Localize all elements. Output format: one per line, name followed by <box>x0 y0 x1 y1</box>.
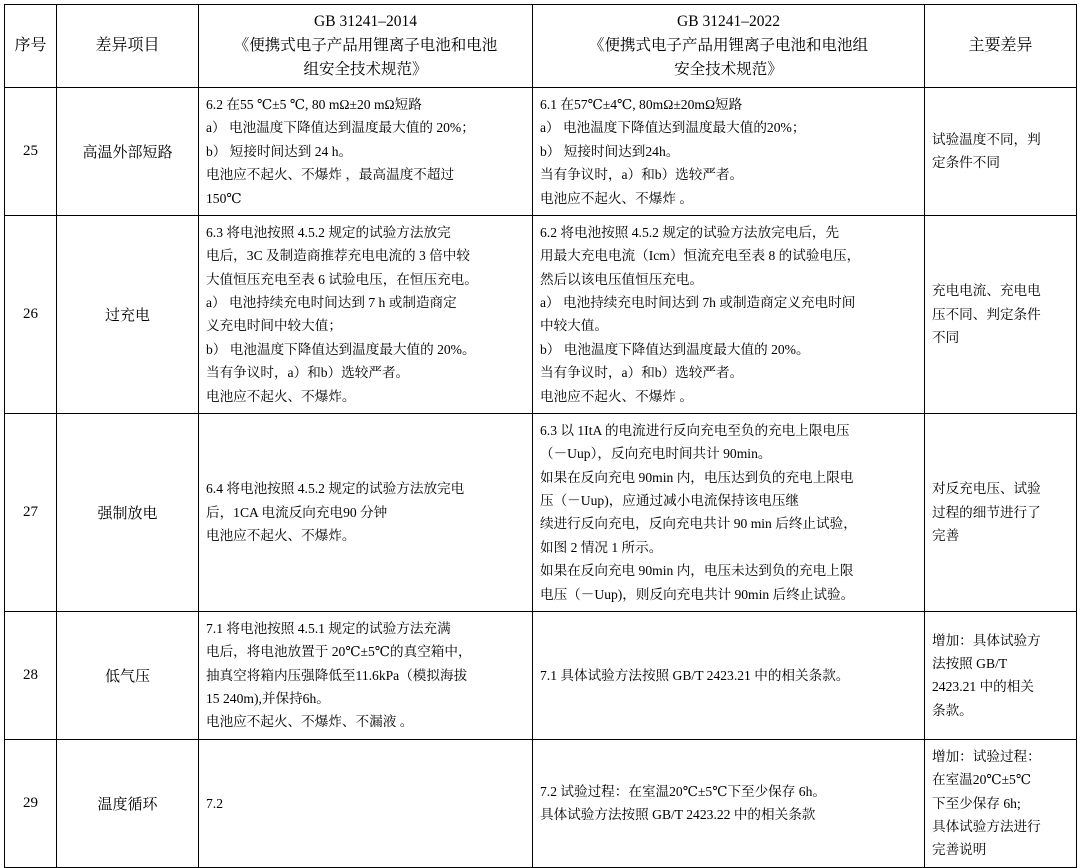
row-gb2014-content-line: 后，1CA 电流反向充电90 分钟 <box>206 504 388 520</box>
row-gb2014-content-line: 7.2 <box>206 795 223 811</box>
row-gb2022-content-line: 具体试验方法按照 GB/T 2423.22 中的相关条款 <box>540 807 816 823</box>
row-gb2022-content-line: 中较大值。 <box>540 318 608 334</box>
row-item-name: 过充电 <box>57 215 199 413</box>
table-header <box>5 5 1077 88</box>
row-gb2022-content <box>533 215 925 413</box>
row-gb2014-content-line: 6.2 在55 ℃±5 ℃, 80 mΩ±20 mΩ短路 <box>206 97 422 113</box>
table-header-row <box>5 5 1077 88</box>
row-gb2022-content-line: b） 短接时间达到24h。 <box>540 143 680 159</box>
row-gb2022-content-line: 如果在反向充电 90min 内，电压未达到负的充电上限 <box>540 563 854 579</box>
header-cell-no: 序号 <box>5 5 57 88</box>
row-gb2022-content-line: 7.2 试验过程：在室温20℃±5℃下至少保存 6h。 <box>540 783 826 799</box>
row-gb2022-content-line: 电池应不起火、不爆炸 。 <box>540 388 693 404</box>
row-difference-content-line: 不同 <box>932 330 960 346</box>
row-gb2022-content <box>533 413 925 611</box>
header-cell-gb2014 <box>199 5 533 88</box>
table-row <box>5 215 1077 413</box>
header-gb2022-line1: GB 31241–2022 <box>677 13 780 30</box>
row-gb2014-content <box>199 215 533 413</box>
row-gb2014-content-line: b） 电池温度下降值达到温度最大值的 20%。 <box>206 341 476 357</box>
row-gb2022-content-line: 用最大充电电流（Icm）恒流充电至表 8 的试验电压， <box>540 248 861 264</box>
row-difference-content-line: 在室温20℃±5℃ <box>932 772 1032 788</box>
header-cell-diff: 主要差异 <box>925 5 1077 88</box>
row-number: 28 <box>5 611 57 739</box>
row-gb2014-content-line: 电池应不起火、不爆炸 ，最高温度不超过 <box>206 167 455 183</box>
row-gb2014-content <box>199 88 533 216</box>
row-gb2014-content-line: 6.3 将电池按照 4.5.2 规定的试验方法放完 <box>206 224 451 240</box>
row-difference-content-line: 法按照 GB/T <box>932 655 1008 671</box>
header-cell-item: 差异项目 <box>57 5 199 88</box>
row-gb2014-content-line: 抽真空将箱内压强降低至11.6kPa（模拟海拔 <box>206 667 468 683</box>
row-gb2022-content-line: 6.3 以 1ItA 的电流进行反向充电至负的充电上限电压 <box>540 422 850 438</box>
row-difference-content-line: 充电电流、充电电 <box>932 283 1041 299</box>
row-difference-content-line: 增加：具体试验方 <box>932 632 1041 648</box>
table-row <box>5 88 1077 216</box>
row-difference-content-line: 完善 <box>932 528 960 544</box>
row-gb2014-content <box>199 739 533 867</box>
header-gb2022-line2: 《便携式电子产品用锂离子电池和电池组 <box>588 37 868 55</box>
row-gb2014-content <box>199 413 533 611</box>
row-gb2022-content <box>533 88 925 216</box>
row-difference-content <box>925 739 1077 867</box>
row-item-name: 低气压 <box>57 611 199 739</box>
row-difference-content-line: 2423.21 中的相关 <box>932 679 1034 695</box>
row-gb2014-content-line: 电池应不起火、不爆炸。 <box>206 528 356 544</box>
row-difference-content-line: 具体试验方法进行 <box>932 818 1041 834</box>
row-difference-content-line: 定条件不同 <box>932 155 1000 171</box>
row-gb2014-content-line: 电后，将电池放置于 20℃±5℃的真空箱中， <box>206 644 472 660</box>
table-row <box>5 611 1077 739</box>
row-gb2022-content-line: 当有争议时，a）和b）选较严者。 <box>540 365 744 381</box>
row-gb2014-content-line: 大值恒压充电至表 6 试验电压，在恒压充电。 <box>206 271 478 287</box>
row-difference-content-line: 增加：试验过程： <box>932 748 1041 764</box>
row-difference-content-line: 条款。 <box>932 702 973 718</box>
row-difference-content-line: 下至少保存 6h; <box>932 795 1021 811</box>
table-row <box>5 739 1077 867</box>
row-gb2022-content-line: 续进行反向充电，反向充电共计 90 min 后终止试验， <box>540 516 857 532</box>
row-difference-content-line: 完善说明 <box>932 842 987 858</box>
row-gb2022-content-line: 6.2 将电池按照 4.5.2 规定的试验方法放完电后，先 <box>540 224 840 240</box>
row-gb2022-content-line: 压（－Uup)，应通过减小电流保持该电压继 <box>540 493 800 509</box>
standards-comparison-table <box>4 4 1077 868</box>
row-gb2022-content-line: 然后以该电压值恒压充电。 <box>540 271 704 287</box>
row-gb2022-content <box>533 739 925 867</box>
header-gb2014-line1: GB 31241–2014 <box>314 13 417 30</box>
header-cell-gb2022 <box>533 5 925 88</box>
row-item-name: 强制放电 <box>57 413 199 611</box>
row-gb2022-content-line: 7.1 具体试验方法按照 GB/T 2423.21 中的相关条款。 <box>540 667 850 683</box>
row-gb2014-content-line: 150℃ <box>206 190 242 206</box>
row-gb2014-content-line: a） 电池持续充电时间达到 7 h 或制造商定 <box>206 295 457 311</box>
row-difference-content-line: 对反充电压、试验 <box>932 481 1041 497</box>
row-gb2022-content-line: 电池应不起火、不爆炸 。 <box>540 190 693 206</box>
row-gb2022-content-line: 6.1 在57℃±4℃, 80mΩ±20mΩ短路 <box>540 97 743 113</box>
header-gb2014-line3: 组安全技术规范》 <box>303 61 428 79</box>
row-difference-content <box>925 413 1077 611</box>
row-gb2014-content-line: 当有争议时，a）和b）选较严者。 <box>206 365 410 381</box>
row-difference-content <box>925 611 1077 739</box>
row-difference-content-line: 压不同、判定条件 <box>932 306 1041 322</box>
row-gb2022-content <box>533 611 925 739</box>
row-gb2014-content-line: a） 电池温度下降值达到温度最大值的 20%； <box>206 120 475 136</box>
row-gb2014-content-line: 电池应不起火、不爆炸。 <box>206 388 356 404</box>
row-gb2014-content-line: 电后，3C 及制造商推荐充电电流的 3 倍中较 <box>206 248 470 264</box>
row-gb2022-content-line: a） 电池温度下降值达到温度最大值的20%； <box>540 120 806 136</box>
row-gb2022-content-line: 如果在反向充电 90min 内，电压达到负的充电上限电 <box>540 469 854 485</box>
row-gb2022-content-line: 电压（－Uup)，则反向充电共计 90min 后终止试验。 <box>540 586 855 602</box>
row-gb2014-content-line: 6.4 将电池按照 4.5.2 规定的试验方法放完电 <box>206 481 465 497</box>
row-gb2014-content-line: b） 短接时间达到 24 h。 <box>206 143 353 159</box>
row-gb2014-content <box>199 611 533 739</box>
row-gb2014-content-line: 电池应不起火、不爆炸、不漏液 。 <box>206 714 414 730</box>
row-number: 25 <box>5 88 57 216</box>
row-gb2022-content-line: 如图 2 情况 1 所示。 <box>540 539 663 555</box>
header-gb2014-line2: 《便携式电子产品用锂离子电池和电池 <box>233 37 498 55</box>
row-gb2014-content-line: 7.1 将电池按照 4.5.1 规定的试验方法充满 <box>206 620 451 636</box>
row-number: 27 <box>5 413 57 611</box>
row-gb2022-content-line: a） 电池持续充电时间达到 7h 或制造商定义充电时间 <box>540 295 856 311</box>
table-row <box>5 413 1077 611</box>
row-item-name: 温度循环 <box>57 739 199 867</box>
row-gb2022-content-line: 当有争议时，a）和b）选较严者。 <box>540 167 744 183</box>
row-gb2022-content-line: b） 电池温度下降值达到温度最大值的 20%。 <box>540 341 810 357</box>
row-number: 29 <box>5 739 57 867</box>
table-body <box>5 88 1077 868</box>
row-gb2014-content-line: 义充电时间中较大值； <box>206 318 342 334</box>
row-difference-content-line: 试验温度不同，判 <box>932 132 1041 148</box>
row-number: 26 <box>5 215 57 413</box>
row-gb2014-content-line: 15 240m),并保持6h。 <box>206 691 330 707</box>
row-difference-content <box>925 88 1077 216</box>
row-item-name: 高温外部短路 <box>57 88 199 216</box>
header-gb2022-line3: 安全技术规范》 <box>674 61 783 79</box>
row-gb2022-content-line: （－Uup），反向充电时间共计 90min。 <box>540 446 772 462</box>
row-difference-content-line: 过程的细节进行了 <box>932 504 1041 520</box>
row-difference-content <box>925 215 1077 413</box>
